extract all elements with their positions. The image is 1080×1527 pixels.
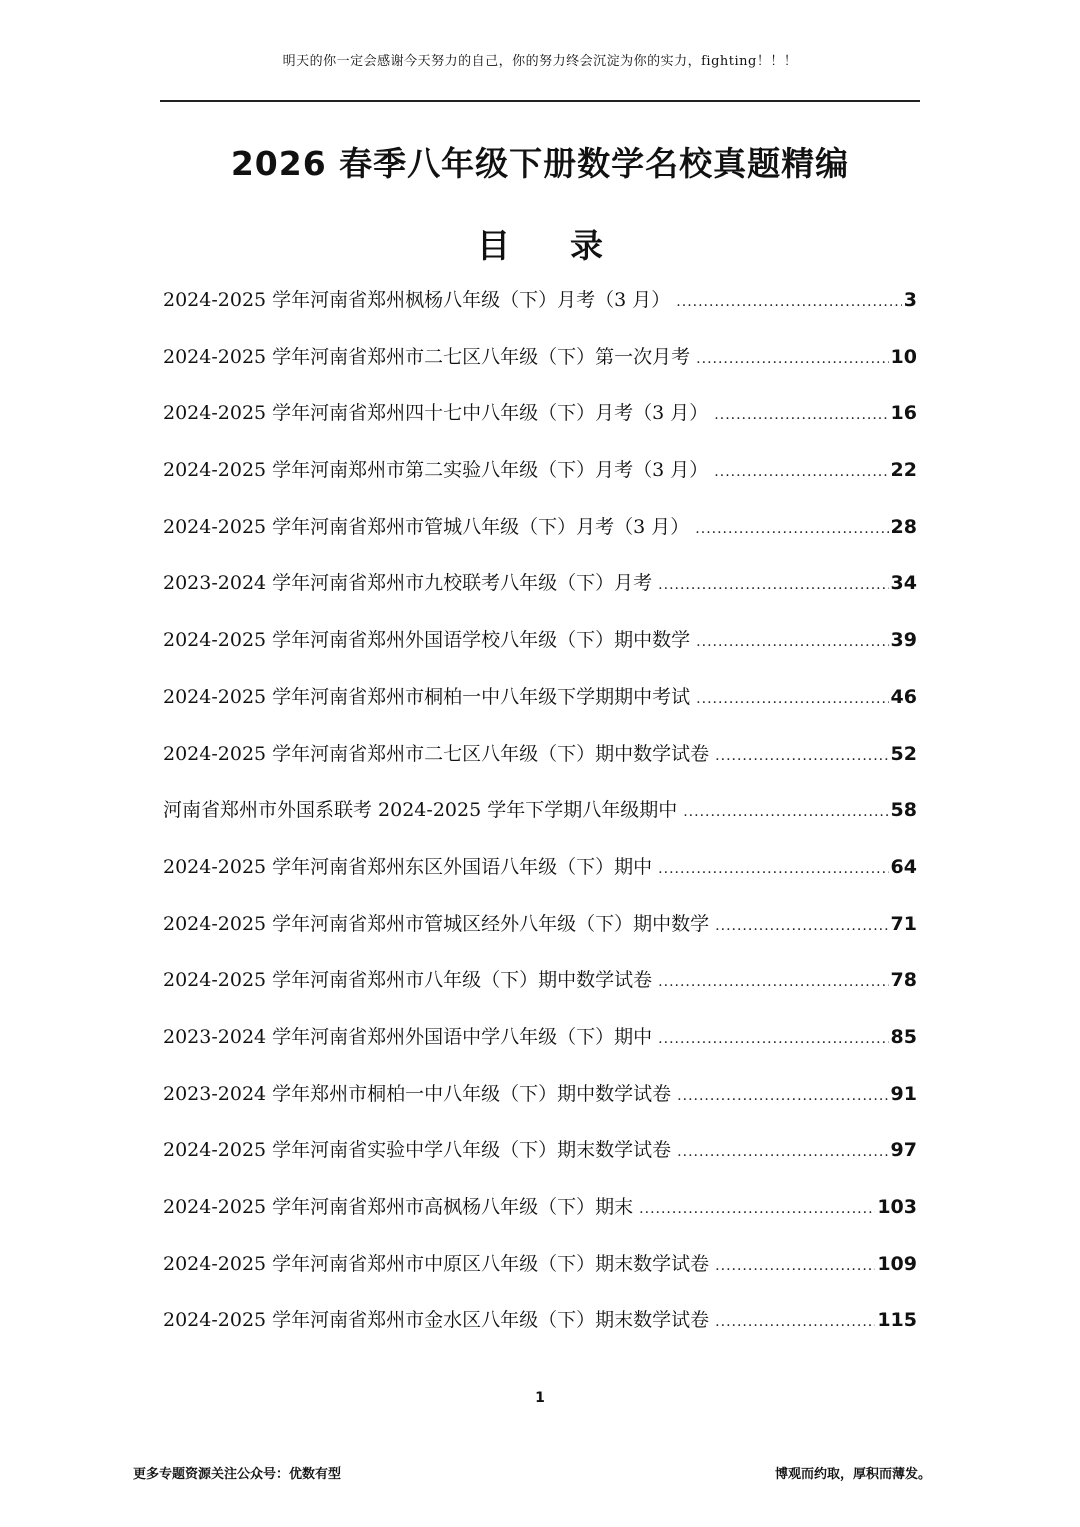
toc-entry-title: 2023-2024 学年郑州市桐柏一中八年级（下）期中数学试卷: [163, 1082, 672, 1105]
toc-entry-title: 2024-2025 学年河南省郑州市管城区经外八年级（下）期中数学: [163, 912, 710, 935]
toc-entry[interactable]: [163, 499, 917, 556]
toc-entry[interactable]: [163, 1009, 917, 1066]
toc-heading-char-2: 录: [570, 226, 603, 265]
toc-dot-leader: [696, 614, 888, 671]
toc-entry-page: 115: [877, 1309, 917, 1332]
toc-entry-title: 2024-2025 学年河南省郑州市二七区八年级（下）第一次月考: [163, 345, 691, 368]
toc-entry-page: 16: [890, 402, 917, 425]
toc-dot-leader: [658, 557, 888, 614]
toc-dot-leader: [676, 274, 901, 331]
toc-entry-page: 10: [890, 345, 917, 368]
toc-entry[interactable]: [163, 1066, 917, 1123]
toc-entry[interactable]: [163, 1179, 917, 1236]
toc-entry-title: 2024-2025 学年河南省郑州市高枫杨八年级（下）期末: [163, 1196, 634, 1218]
toc-entry-title: 2024-2025 学年河南郑州市第二实验八年级（下）月考（3 月）: [163, 459, 709, 482]
toc-entry[interactable]: [163, 1292, 917, 1349]
toc-entry-page: 85: [890, 1025, 917, 1048]
table-of-contents: [163, 272, 917, 1349]
toc-dot-leader: [658, 1011, 888, 1068]
toc-dot-leader: [715, 1238, 875, 1295]
toc-dot-leader: [683, 784, 888, 841]
toc-entry[interactable]: [163, 952, 917, 1009]
toc-entry[interactable]: [163, 896, 917, 953]
toc-entry-title: 2024-2025 学年河南省郑州市管城八年级（下）月考（3 月）: [163, 515, 690, 538]
toc-dot-leader: [658, 841, 888, 898]
document-title: 2026 春季八年级下册数学名校真题精编: [230, 144, 850, 183]
toc-dot-leader: [715, 1294, 875, 1351]
toc-entry-page: 39: [890, 629, 917, 652]
toc-dot-leader: [714, 387, 888, 444]
toc-entry[interactable]: [163, 1122, 917, 1179]
toc-dot-leader: [715, 898, 888, 955]
toc-entry[interactable]: [163, 329, 917, 386]
toc-entry[interactable]: [163, 726, 917, 783]
toc-entry-page: 97: [890, 1139, 917, 1162]
toc-entry-title: 河南省郑州市外国系联考 2024-2025 学年下学期八年级期中: [163, 799, 678, 822]
toc-entry-page: 71: [890, 912, 917, 935]
toc-entry-page: 109: [877, 1252, 917, 1275]
toc-entry-title: 2024-2025 学年河南省郑州市桐柏一中八年级下学期期中考试: [163, 685, 691, 708]
toc-entry-page: 46: [890, 685, 917, 708]
toc-entry-title: 2024-2025 学年河南省郑州四十七中八年级（下）月考（3 月）: [163, 402, 709, 425]
toc-entry[interactable]: [163, 839, 917, 896]
toc-heading: [0, 220, 1080, 267]
toc-entry-title: 2024-2025 学年河南省实验中学八年级（下）期末数学试卷: [163, 1139, 672, 1162]
toc-entry-page: 103: [877, 1196, 917, 1218]
toc-dot-leader: [677, 1124, 888, 1181]
toc-entry-page: 78: [890, 969, 917, 992]
toc-entry[interactable]: [163, 1236, 917, 1293]
toc-dot-leader: [696, 331, 888, 388]
toc-heading-char-1: 目: [477, 226, 510, 265]
toc-dot-leader: [639, 1181, 875, 1238]
toc-entry-title: 2024-2025 学年河南省郑州市中原区八年级（下）期末数学试卷: [163, 1252, 710, 1275]
toc-entry[interactable]: [163, 555, 917, 612]
page-number: 1: [535, 1390, 545, 1406]
toc-entry-title: 2023-2024 学年河南省郑州外国语中学八年级（下）期中: [163, 1025, 653, 1048]
footer-left-text: 更多专题资源关注公众号：优数有型: [133, 1467, 342, 1482]
toc-entry-page: 22: [890, 459, 917, 482]
toc-dot-leader: [658, 954, 888, 1011]
header-divider: [160, 100, 920, 102]
footer-right-text: 博观而约取，厚积而薄发。: [775, 1467, 932, 1482]
toc-entry-page: 34: [890, 572, 917, 595]
toc-dot-leader: [677, 1068, 888, 1125]
toc-entry-page: 64: [890, 855, 917, 878]
toc-entry-page: 3: [903, 289, 917, 311]
toc-entry-title: 2024-2025 学年河南省郑州市八年级（下）期中数学试卷: [163, 969, 653, 992]
toc-entry-page: 28: [890, 515, 917, 538]
toc-entry-title: 2024-2025 学年河南省郑州外国语学校八年级（下）期中数学: [163, 629, 691, 652]
toc-entry-page: 58: [890, 799, 917, 822]
toc-entry-title: 2024-2025 学年河南省郑州枫杨八年级（下）月考（3 月）: [163, 289, 671, 311]
toc-entry-page: 52: [890, 742, 917, 765]
toc-entry[interactable]: [163, 442, 917, 499]
toc-entry[interactable]: [163, 385, 917, 442]
header-motto: 明天的你一定会感谢今天努力的自己，你的努力终会沉淀为你的实力，fighting！！！: [282, 54, 798, 69]
toc-dot-leader: [696, 671, 888, 728]
toc-entry[interactable]: [163, 669, 917, 726]
toc-entry-title: 2024-2025 学年河南省郑州市二七区八年级（下）期中数学试卷: [163, 742, 710, 765]
toc-entry-title: 2024-2025 学年河南省郑州东区外国语八年级（下）期中: [163, 855, 653, 878]
toc-entry-title: 2023-2024 学年河南省郑州市九校联考八年级（下）月考: [163, 572, 653, 595]
toc-entry[interactable]: [163, 272, 917, 329]
toc-entry[interactable]: [163, 782, 917, 839]
toc-dot-leader: [695, 501, 888, 558]
toc-dot-leader: [714, 444, 888, 501]
toc-entry-page: 91: [890, 1082, 917, 1105]
toc-entry-title: 2024-2025 学年河南省郑州市金水区八年级（下）期末数学试卷: [163, 1309, 710, 1332]
toc-dot-leader: [715, 728, 888, 785]
toc-entry[interactable]: [163, 612, 917, 669]
